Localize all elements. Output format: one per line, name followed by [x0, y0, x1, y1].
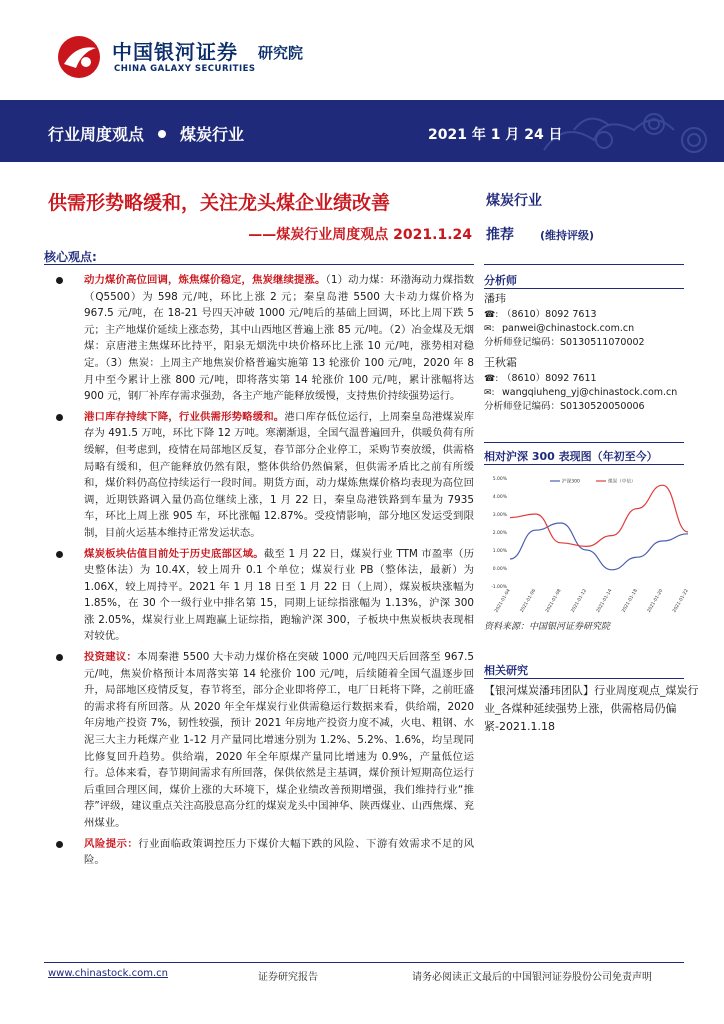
x-tick-label: 2021-01-06: [519, 588, 538, 614]
bullet-text: 行业面临政策调控压力下煤价大幅下跌的风险、下游有效需求不足的风险。: [84, 837, 475, 867]
series-line-1: [510, 485, 688, 546]
page-title: 供需形势略缓和，关注龙头煤企业绩改善: [48, 192, 391, 214]
bullet-highlight: 煤炭板块估值目前处于历史底部区域。: [84, 547, 264, 560]
analyst-email-row: [484, 386, 684, 400]
analyst-heading: 分析师: [484, 274, 517, 287]
banner-report-kind: 行业周度观点: [48, 125, 145, 144]
bullet-dot-icon: [158, 130, 166, 138]
bullet-highlight: 港口库存持续下降，行业供需形势略缓和。: [84, 410, 285, 423]
core-view-list: [50, 272, 474, 873]
list-item: [50, 546, 474, 646]
disclaimer-note: 请务必阅读正文最后的中国银河证券股份公司免责声明: [412, 972, 652, 983]
galaxy-logo-icon: [56, 34, 102, 80]
phone-icon: ☎:: [484, 374, 499, 384]
relative-performance-chart: [484, 468, 698, 618]
divider: [44, 962, 684, 963]
logo-english-name: CHINA GALAXY SECURITIES: [114, 64, 256, 74]
rating: [486, 224, 594, 244]
y-tick-label: 4.00%: [492, 495, 507, 500]
y-tick-label: 5.00%: [492, 477, 507, 482]
bullet-dot-icon: [56, 654, 63, 661]
rating-value: 推荐: [486, 227, 514, 243]
phone-icon: ☎:: [484, 310, 499, 320]
logo-chinese-name: 中国银河证券: [112, 40, 238, 64]
bullet-dot-icon: [56, 551, 63, 558]
series-line-0: [510, 523, 688, 570]
divider: [484, 264, 684, 265]
divider: [44, 264, 474, 265]
analyst-card: [484, 292, 684, 350]
bullet-text: 本周秦港 5500 大卡动力煤价格在突破 1000 元/吨四天后回落至 967.5 元/吨，焦炭价格预计本周落实第 14 轮涨价 100 元/吨，后续随着全国气温逐步回升，局部地区疫情反复，春节将至，部分企业即将停工，电厂日耗将下降，之前旺盛的需求将有所回落。从 2020 年全年煤炭行业供需稳运行数据来看，供给端，2020 年房地产投资 7%，韧性较强，预计 2021 年房地产投资力度不减，火电、粗钢、水泥三大主力耗煤产业 1-12 月产量同比增速分别为 1.2%、5.2%、1.6%，均呈现同比修复回升趋势。供给端，2020 年全年原煤产量同比增速为 0.9%，产量低位运行。总体来看，春节期间需求有所回落，保供依然是主基调，煤价预计短期高位运行后重回合理区间，煤价上涨的大环境下，煤企业绩改善预期增强，我们维持行业“推荐”评级，建议重点关注高股息高分红的煤炭龙头中国神华、陕西煤业、山西焦煤、兖州煤业。: [84, 651, 474, 829]
divider: [484, 464, 684, 465]
y-tick-label: 0.00%: [492, 567, 507, 572]
y-tick-label: 1.00%: [492, 549, 507, 554]
legend-label: 沪深300: [562, 479, 580, 485]
bullet-dot-icon: [56, 277, 63, 284]
analyst-license: 分析师登记编码：S0130511070002: [484, 337, 645, 348]
related-heading: 相关研究: [484, 664, 528, 677]
analyst-name: 潘玮: [484, 292, 506, 305]
page-subtitle: ——煤炭行业周度观点 2021.1.24: [248, 227, 472, 243]
bullet-text: （1）动力煤：环渤海动力煤指数（Q5500）为 598 元/吨，环比上涨 2 元；秦皇岛港 5500 大卡动力煤价格为 967.5 元/吨，在 18-21 号四天冲破 1000 元/吨后的基础上回调，环比上周下跌 5 元；主产地煤价延续上涨态势，其中山西地区普遍上涨 85 元/吨。（2）冶金煤及无烟煤：京唐港主焦煤环比持平，阳泉无烟洗中块价格环比上涨 10 元/吨，涨势相对稳定。（3）焦炭：上周主产地焦炭价格普遍实施第 13 轮涨价 100 元/吨，2020 年 8 月中至今累计上涨 800 元/吨，即将落实第 14 轮涨价 100 元/吨，累计涨幅将达 900 元，钢厂补库存需求强劲，各主产地产能释放缓慢，支持焦价持续强势运行。: [84, 274, 474, 403]
divider: [484, 678, 684, 679]
list-item: [50, 272, 474, 405]
x-tick-label: 2021-01-18: [621, 588, 639, 614]
analyst-phone-row: [484, 372, 684, 386]
report-date: 2021 年 1 月 24 日: [428, 127, 563, 143]
report-type: [48, 122, 244, 145]
related-research-link[interactable]: 【银河煤炭潘玮团队】行业周度观点_煤炭行业_各煤种延续强势上涨，供需格局仍偏紧-2021.1.18: [484, 684, 699, 733]
banner-industry: 煤炭行业: [180, 125, 245, 144]
divider: [484, 442, 684, 443]
chart-heading: 相对沪深 300 表现图（年初至今）: [484, 450, 658, 463]
x-tick-label: 2021-01-14: [596, 588, 614, 614]
bullet-highlight: 风险提示：: [84, 837, 139, 850]
x-tick-label: 2021-01-22: [672, 588, 690, 614]
y-tick-label: 2.00%: [492, 531, 507, 536]
bullet-text: 港口库存低位运行，上周秦皇岛港煤炭库存为 491.5 万吨，环比下降 12 万吨。寒潮渐退，全国气温普遍回升，供暖负荷有所缓解，但考虑到，疫情在局部地区反复，春节部分企业停工，采购节奏放缓，供需格局略有缓和，但产能释放仍然有限，整体供给仍然偏紧，但供需矛盾比之前有所缓和，煤价料仍高位持续运行一段时间。期货方面，动力煤炼焦煤价格均表现为高位回调，近期铁路调入量仍高位继续上涨，1 月 22 日，秦皇岛港铁路到车量为 7935 车，环比上周上涨 905 车，环比涨幅 12.87%。受疫情影响，部分地区发运受到限制，目前火运基本维持正常发运状态。: [84, 410, 475, 539]
analyst-license: 分析师登记编码：S0130520050006: [484, 401, 645, 412]
divider: [484, 288, 684, 289]
analyst-card: [484, 356, 684, 414]
analyst-phone: （8610）8092 7611: [502, 373, 597, 384]
email-icon: ✉:: [484, 388, 495, 398]
website-link[interactable]: www.chinastock.com.cn: [48, 968, 168, 979]
x-tick-label: 2021-01-08: [545, 588, 563, 614]
list-item: [50, 409, 474, 542]
email-icon: ✉:: [484, 324, 495, 334]
legend-label: 煤炭（中信）: [608, 479, 636, 485]
header-banner: [0, 100, 724, 162]
chart-source: 资料来源：中国银河证券研究院: [484, 622, 611, 632]
logo-department: 研究院: [258, 44, 304, 62]
analyst-phone: （8610）8092 7613: [502, 309, 597, 320]
analyst-email-row: [484, 322, 684, 336]
core-view-label: 核心观点:: [44, 250, 97, 264]
x-tick-label: 2021-01-12: [570, 588, 589, 614]
bullet-dot-icon: [56, 414, 63, 421]
analyst-name: 王秋霜: [484, 356, 517, 369]
bullet-highlight: 投资建议：: [84, 651, 137, 664]
y-tick-label: 3.00%: [492, 513, 507, 518]
bullet-dot-icon: [56, 841, 63, 848]
industry-label: 煤炭行业: [486, 193, 542, 209]
list-item: [50, 649, 474, 832]
x-tick-label: 2021-01-20: [646, 588, 665, 614]
analyst-phone-row: [484, 308, 684, 322]
list-item: [50, 836, 474, 869]
y-tick-label: -1.00%: [491, 585, 507, 590]
bullet-highlight: 动力煤价高位回调，炼焦煤价稳定，焦炭继续提涨。: [84, 274, 326, 286]
x-tick-label: 2021-01-04: [494, 588, 512, 614]
bullet-text: 截至 1 月 22 日，煤炭行业 TTM 市盈率（历史整体法）为 10.4X，较上周升 0.1 个单位；煤炭行业 PB（整体法，最新）为 1.06X，较上周持平。2021 年 1 月 18 日至 1 月 22 日（上周），煤炭板块涨幅为 1.85%，在 30 个一级行业中排名第 15，同期上证综指涨幅为 1.13%，沪深 300 涨 2.05%，煤炭行业上周跑赢上证综指，跑输沪深 300，子板块中焦炭板块表现相对较优。: [84, 547, 475, 643]
analyst-email[interactable]: panwei@chinastock.com.cn: [502, 323, 635, 334]
footer-label: 证券研究报告: [258, 972, 318, 983]
analyst-email[interactable]: wangqiuheng_yj@chinastock.com.cn: [502, 387, 678, 398]
company-logo: [56, 34, 316, 80]
rating-note: (维持评级): [540, 229, 595, 242]
